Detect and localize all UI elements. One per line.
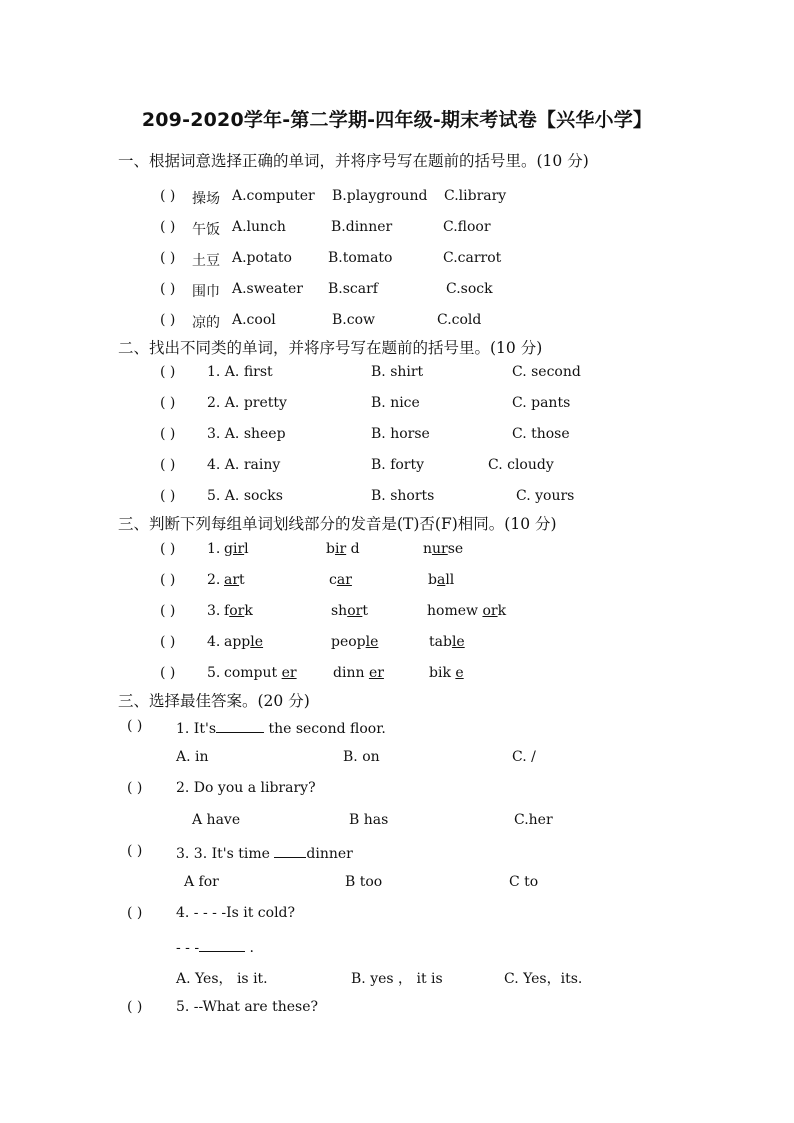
answer-paren[interactable]: ( ) [160, 426, 176, 442]
chinese-word: 土豆 [192, 253, 220, 269]
option-a: A for [184, 874, 219, 890]
option-c: C to [509, 874, 539, 890]
option-a: A. Yes， is it. [176, 971, 268, 987]
word-part: k [497, 603, 507, 619]
option-b: B. shorts [371, 488, 435, 504]
word [224, 603, 253, 619]
odd-one-out-row [0, 395, 794, 417]
underlined-part: ir [334, 541, 347, 557]
word-part: f [224, 603, 230, 619]
word-part: dinn [333, 665, 369, 681]
question-text: 2. Do you a library? [176, 780, 316, 796]
answer-paren[interactable]: ( ) [160, 312, 176, 328]
answer-paren[interactable]: ( ) [160, 188, 176, 204]
option-a: A.cool [232, 312, 276, 328]
answer-paren[interactable]: ( ) [160, 634, 176, 650]
pronunciation-row [0, 634, 794, 656]
question-text [176, 843, 353, 862]
option-c: C.carrot [443, 250, 502, 266]
underlined-part: le [250, 634, 264, 650]
option-c: C.cold [437, 312, 482, 328]
word-part: se [447, 541, 464, 557]
option-c: C. Yes，its. [504, 971, 583, 987]
vocab-row [0, 281, 794, 303]
option-a: 5. A. socks [207, 488, 283, 504]
underlined-part: or [347, 603, 363, 619]
underlined-part: e [455, 665, 464, 681]
vocab-row [0, 219, 794, 241]
underlined-part: le [365, 634, 379, 650]
option-b: B. nice [371, 395, 420, 411]
answer-paren[interactable]: ( ) [160, 488, 176, 504]
option-b: B. on [343, 749, 380, 765]
word-part: homew [427, 603, 483, 619]
word [224, 634, 263, 650]
underlined-part: er [368, 665, 384, 681]
question-text-post: the second floor. [264, 721, 386, 737]
answer-line-post: . [245, 940, 254, 956]
underlined-part: or [482, 603, 498, 619]
question-1 [0, 718, 794, 740]
chinese-word: 操场 [192, 191, 220, 207]
option-b: B.tomato [328, 250, 393, 266]
question-text [176, 718, 386, 737]
option-a: 4. A. rainy [207, 457, 281, 473]
word-part: c [329, 572, 337, 588]
chinese-word: 凉的 [192, 315, 220, 331]
answer-paren[interactable]: ( ) [160, 572, 176, 588]
answer-paren[interactable]: ( ) [160, 395, 176, 411]
option-c: C. / [512, 749, 536, 765]
option-b: B.scarf [328, 281, 378, 297]
word-part: t [239, 572, 245, 588]
section-2-heading: 二、找出不同类的单词，并将序号写在题前的括号里。(10 分) [118, 339, 543, 357]
section-3-heading: 三、判断下列每组单词划线部分的发音是(T)否(F)相同。(10 分) [118, 515, 557, 533]
vocab-row [0, 312, 794, 334]
question-number: 4. [207, 634, 221, 650]
answer-paren[interactable]: ( ) [160, 364, 176, 380]
underlined-part: ur [432, 541, 448, 557]
answer-paren[interactable]: ( ) [160, 219, 176, 235]
answer-blank[interactable] [199, 937, 245, 952]
word [333, 665, 384, 681]
answer-paren[interactable]: ( ) [127, 999, 143, 1015]
answer-paren[interactable]: ( ) [160, 603, 176, 619]
option-b: B too [345, 874, 383, 890]
underlined-part: er [281, 665, 297, 681]
option-a: A.sweater [232, 281, 303, 297]
underlined-part: a [436, 572, 446, 588]
word-part: comput [224, 665, 282, 681]
answer-line [176, 937, 254, 956]
answer-blank[interactable] [274, 843, 306, 858]
option-c: C.sock [446, 281, 493, 297]
option-c: C.her [514, 812, 553, 828]
word [429, 634, 465, 650]
word-part: app [224, 634, 251, 650]
section-4-heading: 三、选择最佳答案。(20 分) [118, 692, 310, 710]
pronunciation-row [0, 603, 794, 625]
vocab-row [0, 188, 794, 210]
option-b: B. yes ， it is [351, 971, 443, 987]
question-text: 4. - - - -Is it cold? [176, 905, 296, 921]
pronunciation-row [0, 665, 794, 687]
question-5 [0, 999, 794, 1021]
question-text-post: dinner [306, 846, 353, 862]
word [423, 541, 463, 557]
answer-paren[interactable]: ( ) [160, 541, 176, 557]
option-b: B has [349, 812, 389, 828]
answer-paren[interactable]: ( ) [160, 665, 176, 681]
question-3-options [0, 874, 794, 896]
word-part: ll [445, 572, 455, 588]
option-a: A.lunch [232, 219, 286, 235]
option-b: B.dinner [331, 219, 393, 235]
underlined-part: ir [232, 541, 245, 557]
word-part: b [326, 541, 335, 557]
question-3 [0, 843, 794, 865]
word-part: n [423, 541, 433, 557]
question-number: 1. [207, 541, 221, 557]
chinese-word: 午饭 [192, 222, 220, 238]
question-number: 2. [207, 572, 221, 588]
word [331, 603, 368, 619]
word-part: d [346, 541, 360, 557]
option-b: B. shirt [371, 364, 424, 380]
option-c: C. those [512, 426, 570, 442]
option-b: B.cow [332, 312, 375, 328]
question-1-options [0, 749, 794, 771]
question-number: 5. [207, 665, 221, 681]
vocab-row [0, 250, 794, 272]
word [326, 541, 360, 557]
question-4-answer-line [0, 937, 794, 959]
option-a: A. in [176, 749, 209, 765]
pronunciation-row [0, 572, 794, 594]
option-b: B. horse [371, 426, 430, 442]
word-part: bik [429, 665, 456, 681]
question-4-options [0, 968, 794, 990]
option-a: A.potato [232, 250, 292, 266]
word [224, 665, 297, 681]
question-4 [0, 905, 794, 927]
answer-paren[interactable]: ( ) [127, 780, 143, 796]
option-c: C.library [444, 188, 507, 204]
option-c: C. pants [512, 395, 571, 411]
word-part: b [428, 572, 437, 588]
underlined-part: ar [224, 572, 240, 588]
question-text-pre: 1. It's [176, 721, 216, 737]
option-c: C. cloudy [488, 457, 554, 473]
question-text: 5. --What are these? [176, 999, 319, 1015]
underlined-part: ar [336, 572, 352, 588]
word [224, 572, 245, 588]
answer-blank[interactable] [216, 718, 264, 733]
answer-paren[interactable]: ( ) [127, 843, 143, 859]
question-2-options [0, 812, 794, 834]
word-part: peop [331, 634, 366, 650]
odd-one-out-row [0, 364, 794, 386]
answer-paren[interactable]: ( ) [127, 905, 143, 921]
option-a: 1. A. first [207, 364, 273, 380]
page-title: 209-2020学年-第二学期-四年级-期末考试卷【兴华小学】 [141, 109, 653, 131]
word [224, 541, 249, 557]
word-part: t [362, 603, 368, 619]
answer-paren[interactable]: ( ) [160, 457, 176, 473]
question-number: 3. [207, 603, 221, 619]
option-a: A have [192, 812, 241, 828]
word [329, 572, 352, 588]
answer-paren[interactable]: ( ) [160, 250, 176, 266]
word [429, 665, 464, 681]
option-a: 2. A. pretty [207, 395, 287, 411]
option-a: A.computer [232, 188, 315, 204]
answer-paren[interactable]: ( ) [160, 281, 176, 297]
answer-paren[interactable]: ( ) [127, 718, 143, 734]
pronunciation-row [0, 541, 794, 563]
chinese-word: 围巾 [192, 284, 220, 300]
option-c: C. second [512, 364, 581, 380]
question-text-pre: 3. 3. It's time [176, 846, 275, 862]
question-2 [0, 780, 794, 802]
answer-line-pre: - - - [176, 940, 200, 956]
word [331, 634, 378, 650]
word-part: g [224, 541, 233, 557]
underlined-part: or [229, 603, 245, 619]
option-a: 3. A. sheep [207, 426, 286, 442]
option-c: C.floor [443, 219, 491, 235]
odd-one-out-row [0, 488, 794, 510]
word-part: sh [331, 603, 348, 619]
section-1-heading: 一、根据词意选择正确的单词，并将序号写在题前的括号里。(10 分) [118, 152, 589, 170]
word [427, 603, 506, 619]
word-part: k [244, 603, 253, 619]
word-part: tab [429, 634, 452, 650]
option-b: B.playground [332, 188, 428, 204]
odd-one-out-row [0, 457, 794, 479]
option-b: B. forty [371, 457, 425, 473]
option-c: C. yours [516, 488, 575, 504]
word-part: l [244, 541, 249, 557]
word [428, 572, 454, 588]
underlined-part: le [451, 634, 465, 650]
odd-one-out-row [0, 426, 794, 448]
